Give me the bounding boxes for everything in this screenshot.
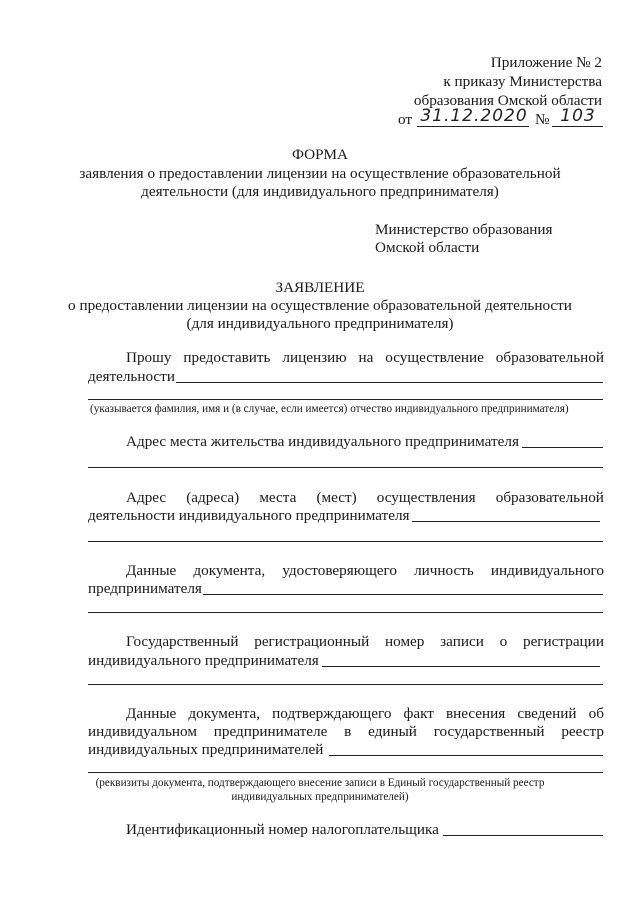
request-word: предоставить — [183, 349, 271, 366]
activity-address-line-1 — [126, 489, 604, 507]
identity-word: удостоверяющего — [282, 562, 397, 579]
number-underline — [552, 126, 603, 127]
appendix-line-2: к приказу Министерства — [443, 73, 602, 90]
appendix-line-3: образования Омской области — [413, 92, 602, 109]
activity-address-blank-1[interactable] — [412, 521, 600, 522]
activity-address-word: образовательной — [495, 489, 604, 506]
form-subtitle-line-1: заявления о предоставлении лицензии на осуществление образовательной — [79, 165, 561, 182]
registration-word: Государственный — [126, 633, 239, 650]
egrip-word: в — [344, 723, 352, 740]
identity-word: индивидуального — [490, 562, 604, 579]
activity-address-word: осуществления — [376, 489, 476, 506]
registration-word: регистрации — [522, 633, 604, 650]
egrip-word: сведений — [517, 705, 577, 722]
egrip-word: Данные — [126, 705, 177, 722]
egrip-word: индивидуальном — [88, 723, 197, 740]
number-prefix: № — [535, 111, 550, 128]
registration-line-1 — [126, 633, 604, 651]
form-subtitle-line-2: деятельности (для индивидуального предпринимателя) — [141, 183, 499, 200]
request-word: Прошу — [126, 349, 172, 366]
egrip-word: единый — [368, 723, 417, 740]
handwritten-number: 103 — [560, 106, 596, 126]
registration-word: записи — [440, 633, 484, 650]
registration-word: регистрационный — [254, 633, 370, 650]
request-word: осуществление — [385, 349, 484, 366]
identity-blank-1[interactable] — [203, 594, 603, 595]
activity-address-word: Адрес — [126, 489, 167, 506]
egrip-word: факт — [403, 705, 434, 722]
request-word: образовательной — [495, 349, 604, 366]
egrip-caption-line-2: индивидуальных предпринимателей) — [231, 791, 409, 803]
egrip-word: подтверждающего — [272, 705, 392, 722]
residence-label: Адрес места жительства индивидуального предпринимателя — [126, 433, 519, 450]
egrip-blank-1[interactable] — [329, 755, 603, 756]
residence-blank-2[interactable] — [88, 467, 603, 468]
statement-line-1: о предоставлении лицензии на осуществление образовательной деятельности — [68, 297, 572, 314]
handwritten-date: 31.12.2020 — [420, 106, 528, 126]
addressee-line-2: Омской области — [375, 239, 480, 256]
statement-line-2: (для индивидуального предпринимателя) — [186, 315, 454, 332]
egrip-word: документа, — [188, 705, 261, 722]
registration-blank-1[interactable] — [322, 666, 600, 667]
egrip-line-2 — [88, 723, 604, 741]
activity-address-word: (мест) — [316, 489, 357, 506]
registration-word: номер — [385, 633, 425, 650]
identity-line-1 — [126, 562, 604, 580]
registration-blank-2[interactable] — [88, 684, 603, 685]
request-line-2: деятельности — [88, 368, 175, 385]
egrip-word: предпринимателе — [213, 723, 328, 740]
egrip-word: об — [588, 705, 604, 722]
identity-line-2: предпринимателя — [88, 580, 202, 597]
addressee-line-1: Министерство образования — [375, 221, 553, 238]
residence-blank-1[interactable] — [522, 447, 603, 448]
identity-word: личность — [414, 562, 474, 579]
request-line-1 — [126, 349, 604, 367]
egrip-word: государственный — [433, 723, 545, 740]
request-blank-2[interactable] — [88, 399, 603, 400]
request-blank-1[interactable] — [176, 382, 603, 383]
date-prefix: от — [398, 111, 413, 128]
egrip-line-3: индивидуальных предпринимателей — [88, 741, 324, 758]
egrip-line-1 — [126, 705, 604, 723]
egrip-word: реестр — [561, 723, 604, 740]
request-word: на — [358, 349, 374, 366]
inn-label: Идентификационный номер налогоплательщика — [126, 821, 439, 838]
registration-word: о — [499, 633, 508, 650]
inn-blank[interactable] — [443, 835, 603, 836]
form-title: ФОРМА — [291, 146, 349, 163]
identity-word: Данные — [126, 562, 177, 579]
activity-address-line-2: деятельности индивидуального предпринимателя — [88, 507, 410, 524]
registration-line-2: индивидуального предпринимателя — [88, 652, 319, 669]
identity-blank-2[interactable] — [88, 612, 603, 613]
statement-title: ЗАЯВЛЕНИЕ — [275, 279, 365, 296]
activity-address-word: места — [259, 489, 297, 506]
request-word: лицензию — [282, 349, 347, 366]
activity-address-blank-2[interactable] — [88, 541, 603, 542]
activity-address-word: (адреса) — [186, 489, 240, 506]
date-underline — [417, 126, 529, 127]
appendix-line-1: Приложение № 2 — [490, 54, 602, 71]
egrip-caption-line-1: (реквизиты документа, подтверждающего внесение записи в Единый государственный реестр — [95, 777, 545, 789]
egrip-word: внесения — [445, 705, 506, 722]
identity-word: документа, — [193, 562, 266, 579]
request-caption: (указывается фамилия, имя и (в случае, если имеется) отчество индивидуального предпринимателя) — [90, 403, 569, 415]
egrip-blank-2[interactable] — [88, 772, 603, 773]
